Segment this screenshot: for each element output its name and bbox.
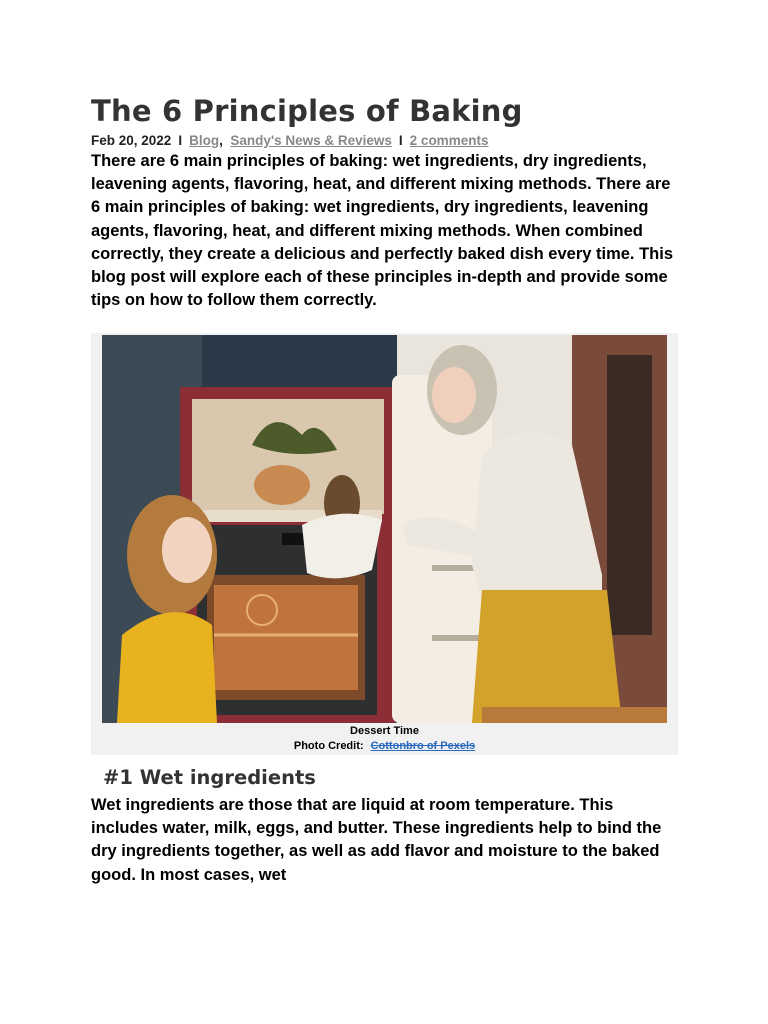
article-meta	[91, 133, 488, 148]
comments-link[interactable]: 2 comments	[409, 133, 489, 148]
photo-credit	[91, 740, 678, 752]
section-paragraph-wet-ingredients: Wet ingredients are those that are liquid at room temperature. This includes water, milk, eggs, and butter. These ingredients help to bind the dry ingredients together, as well as add flavor and moisture to the baked good. In most cases, wet	[91, 796, 662, 884]
meta-separator: I	[178, 133, 183, 148]
photo-credit-label: Photo Credit:	[293, 740, 364, 752]
post-date: Feb 20, 2022	[91, 133, 172, 148]
intro-paragraph: There are 6 main principles of baking: wet ingredients, dry ingredients, leavening agents, flavoring, heat, and different mixing methods. There are 6 main principles of baking: wet ingredients, dry ingredients, leavening agents, flavoring, heat, and different mixing methods. When combined correctly, they create a delicious and perfectly baked dish every time. This blog post will explore each of these principles in-depth and provide some tips on how to follow them correctly.	[91, 152, 674, 310]
photo-credit-link[interactable]: Cottonbro of Pexels	[370, 740, 476, 752]
photo-caption: Dessert Time	[350, 725, 419, 737]
meta-comma: ,	[219, 133, 223, 148]
article-figure	[91, 333, 678, 755]
article-title: The 6 Principles of Baking	[91, 94, 523, 128]
category-link-news[interactable]: Sandy's News & Reviews	[230, 133, 392, 148]
baking-photo	[102, 335, 667, 723]
section-heading-wet-ingredients: #1 Wet ingredients	[103, 766, 316, 789]
meta-separator-2: I	[398, 133, 403, 148]
category-link-blog[interactable]: Blog	[189, 133, 220, 148]
